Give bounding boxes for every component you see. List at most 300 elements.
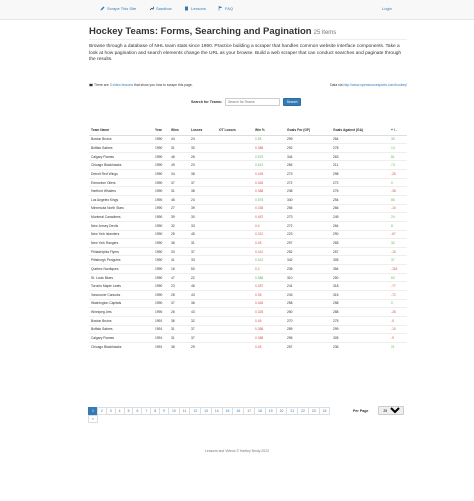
table-cell: 299 [331,325,389,334]
table-cell: 24 [389,213,407,222]
per-page-select[interactable] [378,406,404,415]
table-row [89,152,407,161]
table-cell [217,144,253,153]
table-cell: 211 [331,161,389,170]
table-cell: 340 [285,195,331,204]
column-header: Goals For (GF) [285,126,331,135]
table-cell: 290 [331,230,389,239]
search-button[interactable]: Search [283,98,301,106]
table-cell: 305 [331,256,389,265]
table-cell: 1991 [153,334,169,343]
table-cell: 0.575 [253,195,285,204]
table-row [89,230,407,239]
film-icon [89,83,93,87]
page-title [89,26,336,37]
table-row [89,342,407,351]
table-cell: 236 [331,342,389,351]
table-cell: Toronto Maple Leafs [89,282,153,291]
table-cell [217,273,253,282]
book-icon [184,6,189,11]
table-cell: 292 [285,144,331,153]
table-cell: 305 [331,334,389,343]
table-cell: 38 [189,170,217,179]
nav-scrape-this-site[interactable] [100,6,136,11]
table-cell: 0.388 [253,144,285,153]
nav-sandbox[interactable] [149,6,172,11]
table-cell [217,221,253,230]
table-cell: 0.312 [253,230,285,239]
table-cell: Pittsburgh Penguins [89,256,153,265]
page-link[interactable]: 23 [308,407,320,415]
table-cell: 36 [189,299,217,308]
table-cell [217,230,253,239]
table-cell: -28 [389,308,407,317]
page-link[interactable]: 6 [132,407,142,415]
table-cell: 1990 [153,265,169,274]
table-cell: 264 [331,221,389,230]
table-row [89,247,407,256]
page-link[interactable]: » [88,415,98,423]
table-cell: 258 [285,299,331,308]
table-cell: 37 [169,178,189,187]
table-row [89,195,407,204]
table-cell: -25 [389,170,407,179]
video-lessons-tip [89,83,193,87]
table-cell [217,247,253,256]
table-cell: 299 [285,135,331,144]
table-cell: 236 [285,265,331,274]
table-cell [217,325,253,334]
nav-label: FAQ [225,6,234,11]
table-cell: 272 [285,178,331,187]
table-cell: 45 [189,230,217,239]
table-cell: 223 [285,230,331,239]
table-cell: 354 [331,265,389,274]
tip-suffix: that show you how to scrape this page. [134,83,193,87]
page-link[interactable]: 12 [189,407,201,415]
table-cell: Chicago Blackhawks [89,342,153,351]
pencil-icon [100,6,105,11]
nav-lessons[interactable] [184,6,206,11]
page-link[interactable]: 14 [211,407,223,415]
page-link[interactable]: 11 [179,407,191,415]
table-row [89,239,407,248]
page-link[interactable]: 8 [150,407,160,415]
table-cell: 25 [169,230,189,239]
table-cell: 1990 [153,187,169,196]
table-cell: 0.588 [253,273,285,282]
table-cell: 22 [189,273,217,282]
table-cell: 39 [169,213,189,222]
table-cell: 50 [189,265,217,274]
table-cell: Winnipeg Jets [89,308,153,317]
wrench-icon [149,6,154,11]
page-link[interactable]: 21 [286,407,298,415]
table-cell: 0.338 [253,204,285,213]
table-cell: 297 [285,239,331,248]
table-cell: 276 [331,187,389,196]
top-navbar [0,0,474,20]
table-cell: 284 [285,161,331,170]
table-cell [217,291,253,300]
table-cell: 0.463 [253,299,285,308]
table-cell: -72 [389,291,407,300]
data-source [330,83,407,87]
table-cell: 0.35 [253,291,285,300]
table-cell: 34 [169,170,189,179]
table-cell: Chicago Blackhawks [89,161,153,170]
table-cell: 270 [285,316,331,325]
table-cell: 0.463 [253,178,285,187]
table-cell: 8 [389,221,407,230]
table-cell: 1991 [153,325,169,334]
table-cell: -10 [389,204,407,213]
table-cell: 1990 [153,195,169,204]
per-page-label: Per Page [353,408,369,413]
page-link[interactable]: 5 [124,407,134,415]
table-cell: 1991 [153,342,169,351]
table-cell: 37 [189,178,217,187]
table-cell: 35 [389,135,407,144]
table-cell [217,213,253,222]
table-cell: 31 [169,325,189,334]
table-cell: 31 [189,239,217,248]
table-cell: 29 [189,342,217,351]
page-link[interactable]: 17 [243,407,255,415]
table-row [89,316,407,325]
table-cell: 1990 [153,282,169,291]
table-cell: 27 [169,204,189,213]
table-cell: 26 [169,308,189,317]
table-cell [217,308,253,317]
table-cell: 1990 [153,256,169,265]
table-cell: 1990 [153,239,169,248]
table-cell: Calgary Flames [89,152,153,161]
page-link[interactable]: 15 [222,407,234,415]
table-cell: Washington Capitals [89,299,153,308]
table-cell: -77 [389,282,407,291]
nav-label: Sandbox [156,6,172,11]
table-cell: 31 [169,334,189,343]
table-cell: 1990 [153,178,169,187]
table-cell: 1990 [153,170,169,179]
page-link[interactable]: 18 [254,407,266,415]
table-cell: 16 [169,265,189,274]
table-row [89,273,407,282]
table-cell [217,299,253,308]
page-link[interactable]: 9 [159,407,169,415]
footer-text: Lessons and Videos © Hartley Brody 2023 [205,449,269,453]
table-cell: 1990 [153,221,169,230]
table-cell: Minnesota North Stars [89,204,153,213]
table-cell: Buffalo Sabres [89,144,153,153]
table-cell: 0.287 [253,282,285,291]
table-cell: 0.4 [253,221,285,230]
column-header: Team Name [89,126,153,135]
table-row [89,299,407,308]
data-prefix: Data via [330,83,343,87]
table-row [89,144,407,153]
item-count: 25 items [313,30,337,36]
table-cell: 0.575 [253,152,285,161]
table-row [89,187,407,196]
page-link[interactable]: 13 [200,407,212,415]
flag-icon [218,6,223,11]
table-cell [217,239,253,248]
table-cell [217,161,253,170]
table-cell: 37 [189,334,217,343]
table-cell: 272 [285,221,331,230]
table-cell [217,170,253,179]
table-cell: 1990 [153,213,169,222]
table-cell: New York Rangers [89,239,153,248]
table-cell: 21 [389,342,407,351]
table-cell: 73 [389,161,407,170]
table-cell: 32 [189,316,217,325]
table-cell: Philadelphia Flyers [89,247,153,256]
table-cell: 31 [169,144,189,153]
table-cell: 36 [169,316,189,325]
table-row [89,334,407,343]
table-cell [217,342,253,351]
table-cell: 24 [189,135,217,144]
page-link[interactable]: 20 [276,407,288,415]
teams-table [89,126,407,351]
table-cell: 1990 [153,247,169,256]
table-cell: 37 [169,299,189,308]
table-cell: 0.2 [253,265,285,274]
nav-label: Scrape This Site [107,6,137,11]
table-cell: 266 [331,204,389,213]
table-cell: 47 [169,273,189,282]
table-cell: -38 [389,187,407,196]
table-row [89,178,407,187]
table-cell: 0.425 [253,170,285,179]
table-cell: 264 [331,135,389,144]
column-header: Losses [189,126,217,135]
table-cell: 249 [331,213,389,222]
table-cell: 296 [285,334,331,343]
page-link[interactable]: 19 [265,407,277,415]
column-header: Goals Against (GA) [331,126,389,135]
page-link[interactable]: 3 [106,407,116,415]
table-cell: Boston Bruins [89,135,153,144]
table-cell: 275 [331,316,389,325]
table-cell: Calgary Flames [89,334,153,343]
login-label: Login [382,6,392,11]
table-row [89,265,407,274]
table-cell [217,204,253,213]
column-header: + / - [389,126,407,135]
tip-prefix: There are [94,83,109,87]
data-source-link[interactable]: http://www.opensourcesports.com/hockey/ [343,83,407,87]
table-cell: 43 [189,308,217,317]
search-form [191,98,301,106]
table-row [89,308,407,317]
table-cell: 288 [331,308,389,317]
video-lessons-link[interactable]: 3 video lessons [109,83,134,87]
table-cell [217,282,253,291]
table-row [89,325,407,334]
table-cell: 43 [189,291,217,300]
page-link[interactable]: 22 [297,407,309,415]
column-header: OT Losses [217,126,253,135]
table-cell: 60 [389,273,407,282]
table-cell: Los Angeles Kings [89,195,153,204]
table-cell: 1990 [153,308,169,317]
table-cell: 46 [169,195,189,204]
table-cell: Hartford Whalers [89,187,153,196]
table-cell: 342 [285,256,331,265]
column-header: Wins [169,126,189,135]
title-divider [89,39,407,40]
table-cell: 37 [189,247,217,256]
table-cell: 0 [389,178,407,187]
table-cell [217,256,253,265]
column-header: Win % [253,126,285,135]
table-cell: 263 [331,152,389,161]
table-cell: 1990 [153,152,169,161]
table-cell: 1990 [153,135,169,144]
table-cell [217,265,253,274]
page-link[interactable]: 7 [141,407,151,415]
table-cell: Buffalo Sabres [89,325,153,334]
table-cell: 1990 [153,273,169,282]
table-cell: 315 [331,291,389,300]
table-cell: 250 [331,273,389,282]
table-row [89,135,407,144]
table-cell: 30 [189,213,217,222]
table-cell: -9 [389,334,407,343]
table-row [89,170,407,179]
table-cell: 46 [189,282,217,291]
table-cell: 273 [285,170,331,179]
table-cell: Edmonton Oilers [89,178,153,187]
table-cell: 272 [331,178,389,187]
page-link[interactable]: 10 [168,407,180,415]
table-cell: 0.613 [253,161,285,170]
table-cell: Detroit Red Wings [89,170,153,179]
table-cell: Montreal Canadiens [89,213,153,222]
table-cell: 258 [331,299,389,308]
table-cell: 241 [285,282,331,291]
table-cell: 0.325 [253,308,285,317]
table-cell: 37 [389,256,407,265]
table-cell: 46 [169,152,189,161]
table-cell: 0.55 [253,135,285,144]
table-cell: 1990 [153,291,169,300]
table-cell: 28 [169,291,189,300]
table-cell: 0 [389,299,407,308]
table-cell: 254 [331,195,389,204]
table-cell: 30 [189,144,217,153]
table-cell: Quebec Nordiques [89,265,153,274]
table-cell: 39 [189,204,217,213]
table-header-row [89,126,407,135]
table-cell [217,178,253,187]
table-cell [217,316,253,325]
table-row [89,256,407,265]
table-cell: 36 [169,342,189,351]
table-row [89,221,407,230]
table-cell: 0.388 [253,334,285,343]
table-cell: 86 [389,195,407,204]
login-link[interactable] [382,6,392,11]
table-cell: 252 [285,247,331,256]
table-cell: 278 [331,144,389,153]
table-cell: 267 [331,247,389,256]
pagination [89,407,337,423]
table-cell: 1990 [153,230,169,239]
table-cell: -118 [389,265,407,274]
table-row [89,204,407,213]
search-label: Search for Teams: [191,100,223,104]
table-cell: 256 [285,204,331,213]
table-cell: 33 [189,256,217,265]
page-title-text: Hockey Teams: Forms, Searching and Pagination [89,26,312,37]
table-cell: 0.512 [253,256,285,265]
table-cell: 0.487 [253,213,285,222]
table-cell: 260 [285,308,331,317]
table-cell [217,334,253,343]
column-header: Year [153,126,169,135]
table-cell: 1990 [153,161,169,170]
nav-faq[interactable] [218,6,233,11]
table-cell: -15 [389,247,407,256]
page-description: Browse through a database of NHL team stats since 1990. Practice building a scraper that handles common website interface components. Take a look at how pagination and search elements change the URL as your browse. Build a web scraper that can conduct searches and paginate through the results. [89,44,402,63]
page-link[interactable]: 16 [232,407,244,415]
table-cell: 1990 [153,144,169,153]
nav-label: Lessons [191,6,206,11]
table-cell: 32 [389,239,407,248]
search-input[interactable] [225,98,280,106]
table-cell: 0.45 [253,239,285,248]
table-cell: 23 [169,282,189,291]
page-link[interactable]: 2 [97,407,107,415]
table-cell: 273 [285,213,331,222]
table-cell [217,187,253,196]
table-cell: 318 [331,282,389,291]
page-link[interactable]: 1 [88,407,98,415]
table-cell: 33 [189,221,217,230]
table-cell: 32 [169,221,189,230]
table-cell: 243 [285,291,331,300]
table-cell: 0.45 [253,316,285,325]
table-cell: 0.388 [253,325,285,334]
table-cell [217,135,253,144]
table-cell: 44 [169,135,189,144]
table-cell: 310 [285,273,331,282]
table-cell: 24 [189,195,217,204]
table-cell: 36 [169,239,189,248]
table-row [89,282,407,291]
table-cell [217,152,253,161]
table-cell: 49 [169,161,189,170]
table-cell: 0.412 [253,247,285,256]
table-cell: 81 [389,152,407,161]
table-cell: 265 [331,239,389,248]
table-cell: 23 [189,161,217,170]
page-link[interactable]: 24 [319,407,331,415]
table-row [89,161,407,170]
table-row [89,213,407,222]
page-link[interactable]: 4 [115,407,125,415]
table-cell: 1990 [153,204,169,213]
table-cell: -10 [389,325,407,334]
table-cell: 298 [331,170,389,179]
table-cell: Vancouver Canucks [89,291,153,300]
table-cell: 38 [189,187,217,196]
